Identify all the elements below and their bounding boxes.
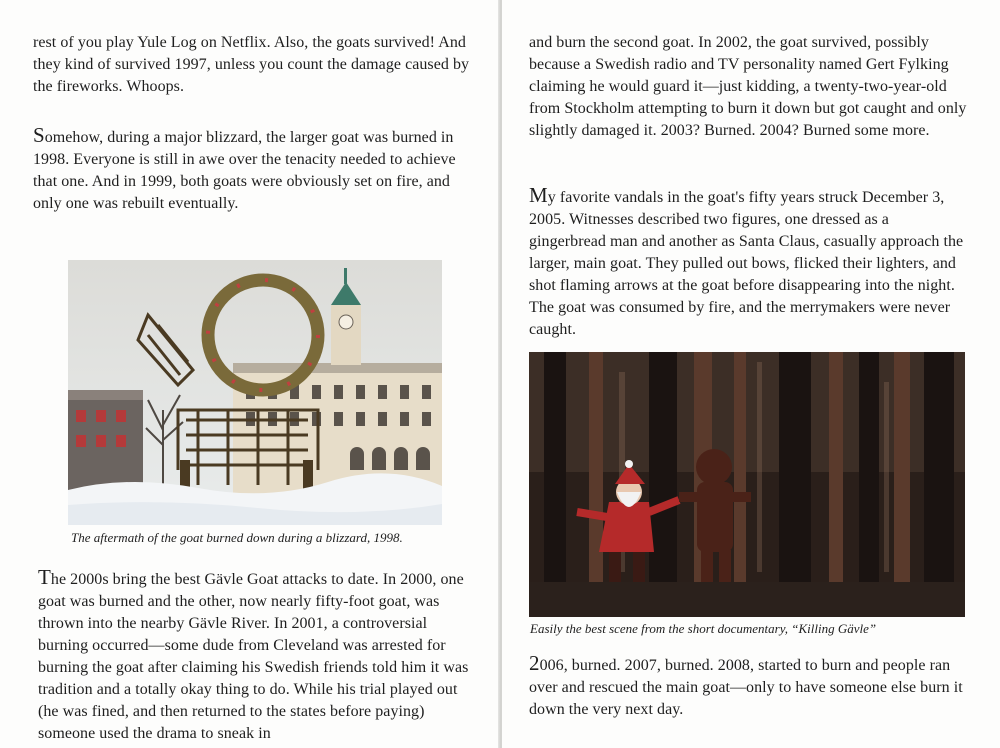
right-photo-caption: Easily the best scene from the short documentary, “Killing Gävle” bbox=[530, 621, 877, 636]
right-paragraph-2-dropcap: M bbox=[529, 183, 548, 207]
right-paragraph-2 bbox=[529, 184, 967, 341]
left-paragraph-2-text: omehow, during a major blizzard, the larger goat was burned in 1998. Everyone is still in awe over the tenacity needed to achieve that one. And in 1999, both goats were obviously set on fire, and only one was rebuilt eventually. bbox=[33, 129, 456, 212]
left-paragraph-1-text: rest of you play Yule Log on Netflix. Also, the goats survived! And they kind of survived 1997, unless you count the damage caused by the fireworks. Whoops. bbox=[33, 34, 470, 95]
left-paragraph-1 bbox=[33, 32, 473, 98]
left-photo-caption: The aftermath of the goat burned down during a blizzard, 1998. bbox=[71, 530, 403, 545]
right-paragraph-3-dropcap: 2 bbox=[529, 651, 540, 675]
santa-forest-illustration bbox=[529, 352, 965, 617]
burned-goat-photo bbox=[68, 260, 442, 525]
left-paragraph-3-text: he 2000s bring the best Gävle Goat attacks to date. In 2000, one goat was burned and the other, now nearly fifty-foot goat, was thrown into the nearby Gävle River. In 2001, a controversial burning occurred—some dude from Cleveland was arrested for burning the goat after claiming his Swedish friends told him it was tradition and a totally okay thing to do. While his trial played out (he was fined, and then returned to the states before paying) someone used the drama to sneak in bbox=[38, 571, 469, 742]
right-paragraph-1-text: and burn the second goat. In 2002, the goat survived, possibly because a Swedish radio and TV personality named Gert Fylking claiming he would guard it—just kidding, a twenty-two-year-old from Stockholm attempting to burn it down but got caught and only slightly damaged it. 2003? Burned. 2004? Burned some more. bbox=[529, 34, 967, 139]
santa-forest-photo bbox=[529, 352, 965, 617]
left-paragraph-3-dropcap: T bbox=[38, 565, 51, 589]
burned-goat-illustration bbox=[68, 260, 442, 525]
right-page bbox=[502, 0, 1000, 748]
right-paragraph-1 bbox=[529, 32, 967, 142]
left-paragraph-2 bbox=[33, 124, 473, 215]
right-paragraph-3-text: 006, burned. 2007, burned. 2008, started to burn and people ran over and rescued the main goat—only to have someone else burn it down the very next day. bbox=[529, 657, 963, 718]
left-paragraph-3 bbox=[38, 566, 478, 745]
right-paragraph-2-text: y favorite vandals in the goat's fifty years struck December 3, 2005. Witnesses described two figures, one dressed as a gingerbread man and another as Santa Claus, casually approach the larger, main goat. They pulled out bows, flicked their lighters, and shot flaming arrows at the goat before disappearing into the night. The goat was consumed by fire, and the merrymakers were never caught. bbox=[529, 189, 964, 338]
right-paragraph-3 bbox=[529, 652, 967, 721]
left-paragraph-2-dropcap: S bbox=[33, 123, 45, 147]
